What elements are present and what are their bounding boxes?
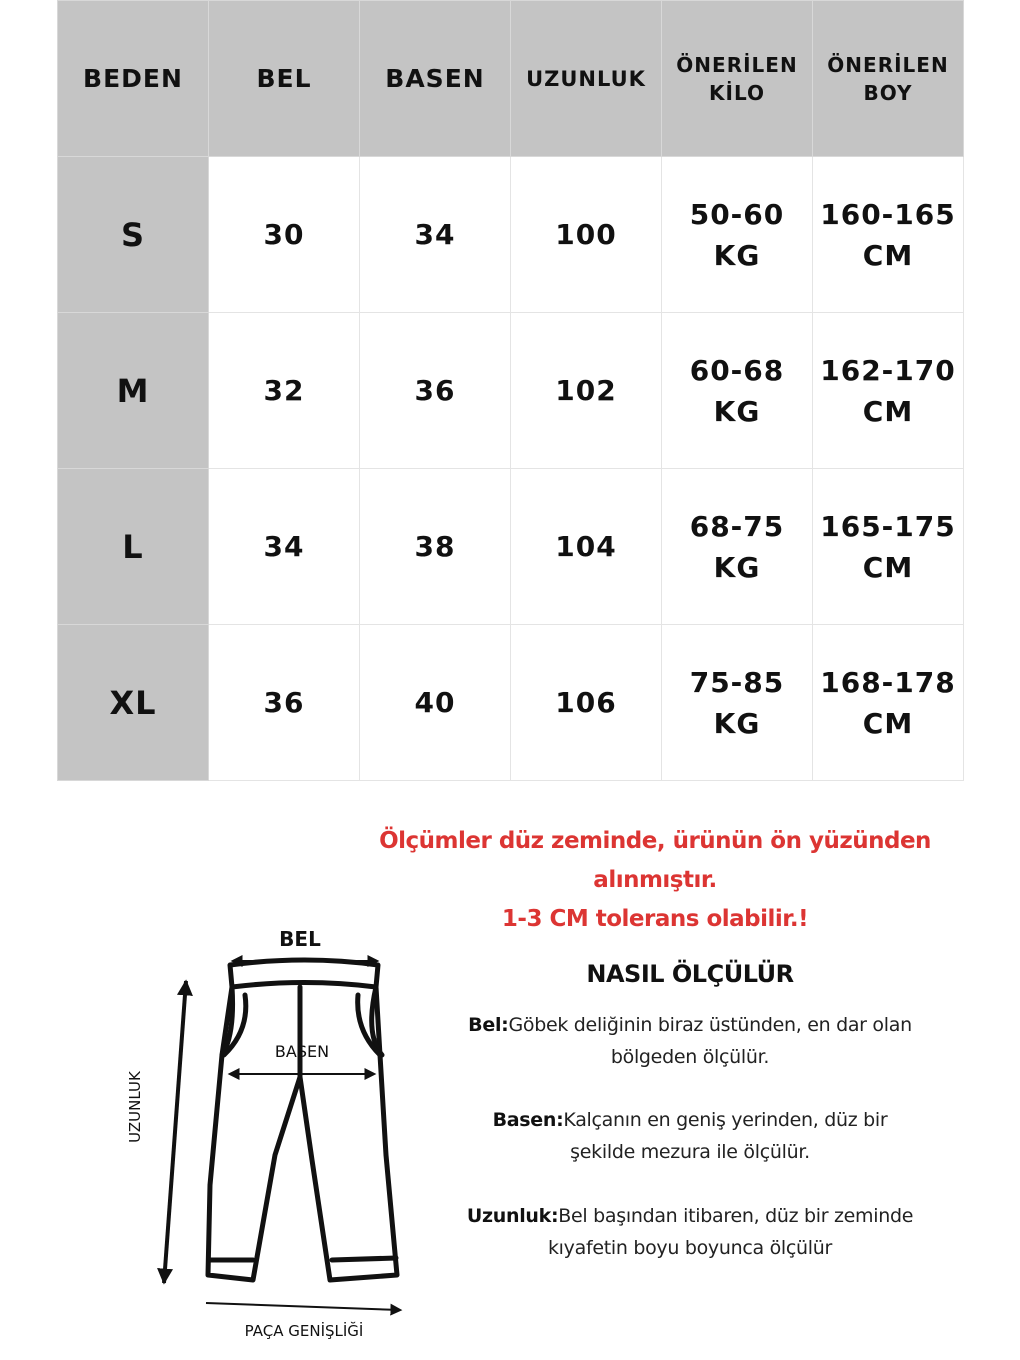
table-row: [58, 313, 964, 469]
size-chart-table: [57, 0, 964, 781]
uzunluk-description: Uzunluk:Bel başından itibaren, düz bir zeminde kıyafetin boyu boyunca ölçülür: [466, 1205, 914, 1259]
notice-tolerance: 1-3 CM tolerans olabilir.!: [501, 906, 809, 932]
bel-description: Bel:Göbek deliğinin biraz üstünden, en dar olan bölgeden ölçülür.: [468, 1014, 912, 1068]
uzunluk-cell: 106: [511, 625, 662, 781]
header-bel: BEL: [209, 1, 360, 157]
size-cell: L: [58, 469, 209, 625]
header-uzunluk: UZUNLUK: [511, 1, 662, 157]
table-row: [58, 469, 964, 625]
boy-cell: 168-178 CM: [813, 625, 964, 781]
basen-label: BASEN: [274, 1042, 330, 1061]
header-onerilen-kilo: ÖNERİLEN KİLO: [662, 1, 813, 157]
basen-term: Basen:: [492, 1109, 564, 1131]
size-cell: S: [58, 157, 209, 313]
basen-cell: 36: [360, 313, 511, 469]
kilo-cell: 75-85 KG: [662, 625, 813, 781]
uzunluk-label: UZUNLUK: [126, 1071, 144, 1143]
boy-cell: 160-165 CM: [813, 157, 964, 313]
pants-outline: [208, 960, 397, 1280]
boy-cell: 165-175 CM: [813, 469, 964, 625]
paca-label: PAÇA GENİŞLİĞİ: [244, 1322, 364, 1340]
size-cell: M: [58, 313, 209, 469]
bel-cell: 30: [209, 157, 360, 313]
basen-cell: 38: [360, 469, 511, 625]
measurement-notice: [360, 822, 950, 939]
uzunluk-cell: 100: [511, 157, 662, 313]
table-row: [58, 157, 964, 313]
bel-cell: 32: [209, 313, 360, 469]
bel-cell: 36: [209, 625, 360, 781]
header-beden: BEDEN: [58, 1, 209, 157]
bel-cell: 34: [209, 469, 360, 625]
how-to-measure-title: NASIL ÖLÇÜLÜR: [586, 960, 794, 988]
header-basen: BASEN: [360, 1, 511, 157]
paca-arrow: [206, 1303, 400, 1310]
uzunluk-cell: 104: [511, 469, 662, 625]
notice-line-2: alınmıştır.: [593, 867, 717, 893]
table-header-row: [58, 1, 964, 157]
basen-description: Basen:Kalçanın en geniş yerinden, düz bir şekilde mezura ile ölçülür.: [492, 1109, 888, 1163]
uzunluk-cell: 102: [511, 313, 662, 469]
kilo-cell: 68-75 KG: [662, 469, 813, 625]
header-onerilen-boy: ÖNERİLEN BOY: [813, 1, 964, 157]
uzunluk-term: Uzunluk:: [466, 1205, 559, 1227]
basen-cell: 34: [360, 157, 511, 313]
kilo-cell: 50-60 KG: [662, 157, 813, 313]
bel-term: Bel:: [468, 1014, 509, 1036]
uzunluk-arrow: [164, 981, 186, 1283]
table-row: [58, 625, 964, 781]
boy-cell: 162-170 CM: [813, 313, 964, 469]
bel-label: BEL: [279, 927, 321, 951]
kilo-cell: 60-68 KG: [662, 313, 813, 469]
size-cell: XL: [58, 625, 209, 781]
pants-measurement-diagram: [100, 915, 430, 1355]
notice-line-1: Ölçümler düz zeminde, ürünün ön yüzünden: [379, 828, 931, 854]
basen-cell: 40: [360, 625, 511, 781]
